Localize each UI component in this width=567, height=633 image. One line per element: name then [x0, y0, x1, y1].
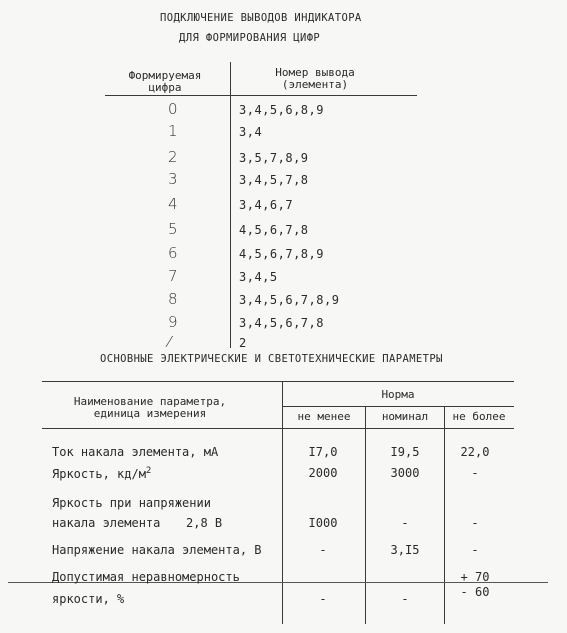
header-divider: [105, 95, 417, 96]
digit-symbol: 9: [168, 313, 178, 331]
heater-voltage-nom: 3,I5: [390, 543, 420, 557]
header-bottom-border: [42, 428, 514, 429]
segment-list: 3,4,5,6,7,8,9: [239, 293, 340, 307]
digit-symbol: 2: [168, 148, 178, 166]
digit-symbol: ⁄: [168, 333, 171, 351]
param-name-header: Наименование параметра, единица измерения: [73, 395, 227, 420]
norm-divider: [282, 406, 514, 407]
section2-title: ОСНОВНЫЕ ЭЛЕКТРИЧЕСКИЕ И СВЕТОТЕХНИЧЕСКИЕ ПАРАМЕТРЫ: [100, 353, 443, 365]
sub-nom-header: номинал: [381, 410, 429, 423]
segment-list: 3,4,5,7,8: [239, 173, 309, 187]
col-digit-header: Формируемая цифра: [128, 69, 202, 94]
segment-list: 2: [239, 336, 247, 350]
luminance-at-voltage-min: I000: [308, 516, 338, 530]
luminance-at-voltage-nom: -: [401, 516, 409, 530]
nonuniformity-max-plus: + 70: [460, 570, 490, 584]
nonuniformity-max-minus: - 60: [460, 585, 490, 599]
segment-list: 3,4: [239, 125, 263, 139]
norm-header: Норма: [381, 388, 415, 401]
digit-symbol: 4: [168, 195, 178, 213]
digit-symbol: 7: [168, 267, 178, 285]
segment-list: 3,5,7,8,9: [239, 151, 309, 165]
col-divider-1: [282, 381, 283, 624]
param-voltage-value: 2,8 В: [186, 516, 223, 530]
segment-list: 3,4,5: [239, 270, 278, 284]
column-divider: [230, 62, 231, 348]
heater-voltage-max: -: [471, 543, 479, 557]
heater-current-nom: I9,5: [390, 445, 420, 459]
segment-list: 3,4,6,7: [239, 198, 294, 212]
segment-list: 3,4,5,6,8,9: [239, 103, 324, 117]
luminance-min: 2000: [308, 466, 338, 480]
digit-symbol: 3: [168, 170, 178, 188]
param-nonuniformity-line1: Допустимая неравномерность: [52, 570, 240, 584]
heater-current-max: 22,0: [460, 445, 490, 459]
nonuniformity-min: -: [319, 592, 327, 606]
param-nonuniformity-line2: яркости, %: [52, 592, 125, 606]
segment-list: 4,5,6,7,8: [239, 223, 309, 237]
luminance-at-voltage-max: -: [471, 516, 479, 530]
table-top-border: [42, 381, 514, 382]
param-luminance-at-voltage-line1: Яркоcть при напряжении: [52, 496, 211, 510]
col-divider-2: [365, 406, 366, 624]
sub-max-header: не более: [452, 410, 506, 423]
luminance-nom: 3000: [390, 466, 420, 480]
nonuniformity-nom: -: [401, 592, 409, 606]
param-luminance: Яркость, $кд/м^2$: [52, 466, 152, 481]
segment-list: 3,4,5,6,7,8: [239, 316, 324, 330]
param-heater-current: Ток накала элемента, мА: [52, 445, 219, 459]
section1-title-line1: ПОДКЛЮЧЕНИЕ ВЫВОДОВ ИНДИКАТОРА: [160, 12, 362, 24]
sub-min-header: не менее: [297, 410, 351, 423]
digit-symbol: 5: [168, 220, 178, 238]
section1-title-line2: ДЛЯ ФОРМИРОВАНИЯ ЦИФР: [179, 32, 321, 44]
segment-list: 4,5,6,7,8,9: [239, 247, 324, 261]
heater-current-min: I7,0: [308, 445, 338, 459]
digit-symbol: 0: [168, 100, 178, 118]
param-heater-voltage: Напряжение накала элемента, В: [52, 543, 262, 557]
heater-voltage-min: -: [319, 543, 327, 557]
col-elements-header: Номер вывода (элемента): [275, 66, 355, 91]
param-luminance-at-voltage-line2: накала элемента: [52, 516, 161, 530]
digit-symbol: 6: [168, 244, 178, 262]
digit-symbol: 1: [168, 122, 178, 140]
digit-symbol: 8: [168, 290, 178, 308]
luminance-max: -: [471, 466, 479, 480]
